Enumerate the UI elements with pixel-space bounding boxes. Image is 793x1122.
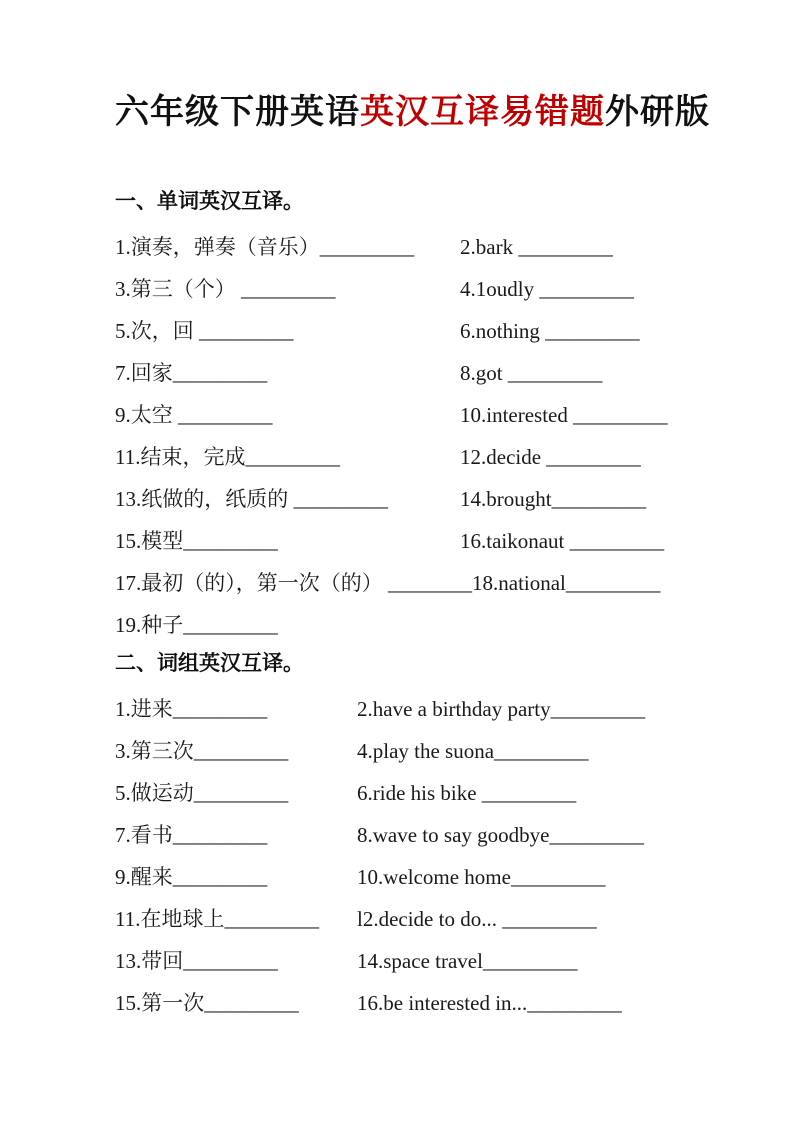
worksheet-item-right: 16.be interested in..._________ bbox=[357, 991, 622, 1015]
worksheet-item-right: 8.wave to say goodbye_________ bbox=[357, 823, 644, 847]
section-phrases bbox=[115, 652, 693, 1014]
worksheet-row bbox=[115, 446, 693, 468]
worksheet-item-right: 2.have a birthday party_________ bbox=[357, 697, 646, 721]
worksheet-row bbox=[115, 950, 693, 972]
worksheet-item-right: 6.nothing _________ bbox=[460, 319, 640, 343]
title-highlight: 英汉互译易错题 bbox=[360, 94, 605, 131]
worksheet-item-right: 10.welcome home_________ bbox=[357, 865, 606, 889]
worksheet-row bbox=[115, 908, 693, 930]
worksheet-item-left: 13.带回_________ bbox=[115, 949, 278, 973]
worksheet-item-left: 11.结束，完成_________ bbox=[115, 445, 340, 469]
worksheet-row bbox=[115, 782, 693, 804]
worksheet-row bbox=[115, 362, 693, 384]
section-words bbox=[115, 190, 693, 636]
worksheet-item-left: 7.回家_________ bbox=[115, 361, 268, 385]
worksheet-item-left: 19.种子_________ bbox=[115, 613, 278, 637]
worksheet-item-right: 12.decide _________ bbox=[460, 445, 641, 469]
worksheet-row bbox=[115, 236, 693, 258]
worksheet-row bbox=[115, 992, 693, 1014]
worksheet-item-right: 10.interested _________ bbox=[460, 403, 668, 427]
worksheet-row bbox=[115, 614, 693, 636]
worksheet-item-left: 3.第三（个） _________ bbox=[115, 277, 336, 301]
worksheet-item-right: 6.ride his bike _________ bbox=[357, 781, 577, 805]
worksheet-row bbox=[115, 698, 693, 720]
worksheet-row bbox=[115, 404, 693, 426]
worksheet-row bbox=[115, 278, 693, 300]
worksheet-item-left: 17.最初（的），第一次（的） ________ bbox=[115, 571, 472, 595]
worksheet-item-right: 18.national_________ bbox=[472, 571, 661, 595]
worksheet-item-left: 13.纸做的，纸质的 _________ bbox=[115, 487, 388, 511]
worksheet-row bbox=[115, 530, 693, 552]
worksheet-item-right: 2.bark _________ bbox=[460, 235, 613, 259]
worksheet-item-left: 11.在地球上_________ bbox=[115, 907, 319, 931]
worksheet-item-right: 4.play the suona_________ bbox=[357, 739, 589, 763]
worksheet-item-left: 9.太空 _________ bbox=[115, 403, 273, 427]
worksheet-item-right: 4.1oudly _________ bbox=[460, 277, 634, 301]
worksheet-item-left: 3.第三次_________ bbox=[115, 739, 289, 763]
worksheet-item-right: 8.got _________ bbox=[460, 361, 603, 385]
page-title bbox=[115, 90, 710, 136]
worksheet-item-right: 16.taikonaut _________ bbox=[460, 529, 665, 553]
worksheet-item-right: 14.space travel_________ bbox=[357, 949, 578, 973]
worksheet-row bbox=[115, 488, 693, 510]
section-heading-phrases: 二、词组英汉互译。 bbox=[115, 651, 304, 675]
worksheet-item-right: l2.decide to do... _________ bbox=[357, 907, 597, 931]
worksheet-item-left: 1.演奏，弹奏（音乐）_________ bbox=[115, 235, 415, 259]
worksheet-item-right: 14.brought_________ bbox=[460, 487, 647, 511]
worksheet-item-left: 15.模型_________ bbox=[115, 529, 278, 553]
worksheet-item-left: 5.次，回 _________ bbox=[115, 319, 294, 343]
title-text-left: 六年级下册英语 bbox=[115, 94, 360, 131]
worksheet-row bbox=[115, 572, 693, 594]
section-heading-words: 一、单词英汉互译。 bbox=[115, 189, 304, 213]
worksheet-row bbox=[115, 320, 693, 342]
worksheet-item-left: 15.第一次_________ bbox=[115, 991, 299, 1015]
worksheet-item-left: 7.看书_________ bbox=[115, 823, 268, 847]
worksheet-row bbox=[115, 824, 693, 846]
worksheet-item-left: 1.进来_________ bbox=[115, 697, 268, 721]
worksheet-row bbox=[115, 866, 693, 888]
title-text-right: 外研版 bbox=[605, 94, 710, 131]
worksheet-item-left: 5.做运动_________ bbox=[115, 781, 289, 805]
worksheet-item-left: 9.醒来_________ bbox=[115, 865, 268, 889]
worksheet-row bbox=[115, 740, 693, 762]
